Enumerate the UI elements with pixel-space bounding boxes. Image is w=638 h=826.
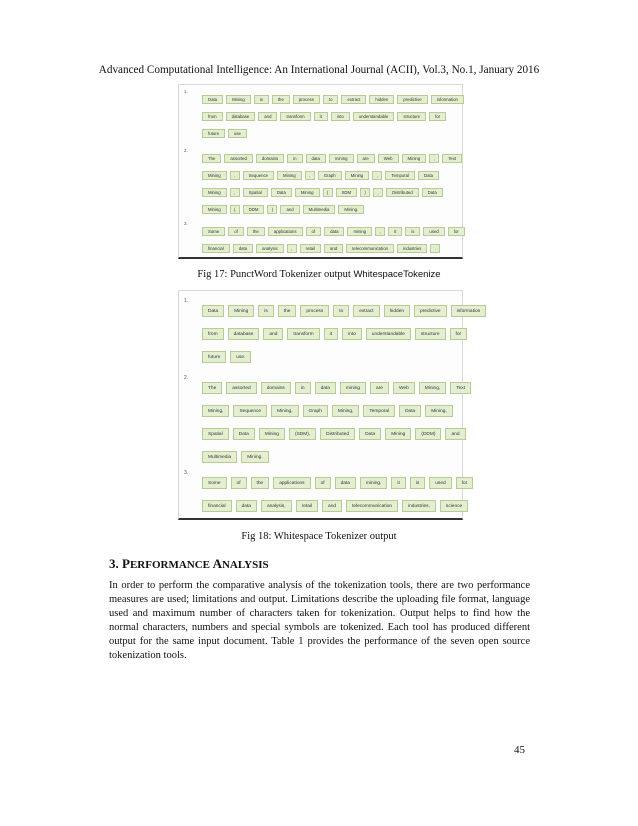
token-box: Mining, bbox=[202, 405, 229, 417]
token-row bbox=[202, 188, 443, 197]
token-box: analysis, bbox=[261, 500, 292, 512]
token-box: understandable bbox=[366, 328, 411, 340]
token-box: Mining bbox=[259, 428, 285, 440]
token-box: , bbox=[373, 188, 383, 197]
token-box: . bbox=[430, 244, 440, 253]
token-box: Mining bbox=[226, 95, 251, 104]
token-box: Mining bbox=[295, 188, 320, 197]
token-box: is bbox=[254, 95, 269, 104]
token-box: Graph bbox=[318, 171, 342, 180]
token-box: process bbox=[293, 95, 320, 104]
token-box: domains bbox=[256, 154, 284, 163]
token-box: structure bbox=[397, 112, 426, 121]
group-number: 1. bbox=[184, 89, 188, 94]
token-row bbox=[202, 95, 464, 104]
token-box: analysis bbox=[256, 244, 284, 253]
token-box: Temporal bbox=[385, 171, 415, 180]
token-box: retail bbox=[300, 244, 321, 253]
token-box: use bbox=[228, 129, 247, 138]
group-number: 3. bbox=[184, 221, 188, 226]
fig17-caption bbox=[0, 269, 638, 280]
token-box: information bbox=[431, 95, 464, 104]
token-box: it bbox=[324, 328, 338, 340]
token-row bbox=[202, 227, 465, 236]
token-row bbox=[202, 171, 439, 180]
token-box: Data bbox=[422, 188, 443, 197]
token-row bbox=[202, 305, 486, 317]
token-box: hidden bbox=[384, 305, 410, 317]
token-row bbox=[202, 154, 462, 163]
token-box: Multimedia bbox=[303, 205, 336, 214]
token-box: Mining bbox=[277, 171, 302, 180]
token-box: data bbox=[233, 244, 253, 253]
fig17-tokenizer-output bbox=[178, 84, 463, 259]
token-box: in bbox=[295, 382, 311, 394]
token-box: Sequence bbox=[233, 405, 267, 417]
token-box: Mining bbox=[202, 171, 227, 180]
token-box: future bbox=[202, 129, 225, 138]
token-box: , bbox=[230, 188, 240, 197]
page-number: 45 bbox=[514, 744, 525, 756]
token-box: for bbox=[450, 328, 468, 340]
token-box: the bbox=[251, 477, 270, 489]
token-box: it bbox=[314, 112, 328, 121]
token-box: financial bbox=[202, 244, 230, 253]
token-box: Sequence bbox=[243, 171, 274, 180]
token-box: Mining bbox=[402, 154, 427, 163]
token-box: Data bbox=[233, 428, 255, 440]
token-box: Text bbox=[450, 382, 471, 394]
token-row bbox=[202, 244, 440, 253]
token-box: Data bbox=[202, 95, 223, 104]
running-header: Advanced Computational Intelligence: An International Journal (ACII), Vol.3, No.1, January 2016 bbox=[98, 64, 540, 76]
token-box: Mining bbox=[385, 428, 411, 440]
fig17-caption-extra: WhitespaceTokenize bbox=[353, 269, 441, 280]
token-box: applications bbox=[273, 477, 310, 489]
token-box: (SDM), bbox=[289, 428, 316, 440]
token-box: science bbox=[440, 500, 468, 512]
token-box: it bbox=[391, 477, 405, 489]
token-box: , bbox=[230, 171, 240, 180]
body-paragraph: In order to perform the comparative analysis of the tokenization tools, there are two performance measures are used; limitations and output. Limitations describe the uploading file format, language used and maximum number of characters taken for tokenization. Output helps to find how the normal characters, numbers and special symbols are tokenized. Each tool has produced different output for the same input document. Table 1 provides the performance of the seven open source tokenization tools. bbox=[109, 580, 530, 661]
token-box: the bbox=[247, 227, 265, 236]
token-box: for bbox=[448, 227, 465, 236]
token-box: to bbox=[323, 95, 339, 104]
token-box: Spatial bbox=[243, 188, 268, 197]
token-box: retail bbox=[296, 500, 318, 512]
token-box: for bbox=[456, 477, 474, 489]
token-box: data bbox=[306, 154, 326, 163]
token-row bbox=[202, 500, 468, 512]
token-row bbox=[202, 382, 471, 394]
token-box: industries bbox=[397, 244, 427, 253]
token-box: of bbox=[228, 227, 244, 236]
token-box: from bbox=[202, 112, 223, 121]
token-box: transform bbox=[280, 112, 310, 121]
token-row bbox=[202, 205, 364, 214]
token-box: transform bbox=[287, 328, 319, 340]
token-box: Mining. bbox=[241, 451, 268, 463]
token-box: are bbox=[357, 154, 375, 163]
token-box: extract bbox=[353, 305, 379, 317]
token-box: (DDM) bbox=[415, 428, 441, 440]
token-box: The bbox=[202, 382, 222, 394]
token-box: Data bbox=[271, 188, 292, 197]
token-box: process bbox=[300, 305, 329, 317]
token-box: mining, bbox=[360, 477, 387, 489]
token-box: data bbox=[335, 477, 356, 489]
section-heading: 3. PERFORMANCE ANALYSIS bbox=[109, 556, 269, 571]
token-box: Some bbox=[202, 477, 227, 489]
token-box: mining bbox=[347, 227, 372, 236]
token-box: Distributed bbox=[320, 428, 355, 440]
token-box: used bbox=[423, 227, 444, 236]
token-box: Mining. bbox=[338, 205, 364, 214]
token-box: database bbox=[228, 328, 260, 340]
token-row bbox=[202, 477, 473, 489]
token-box: ( bbox=[230, 205, 240, 214]
token-row bbox=[202, 451, 269, 463]
token-box: information bbox=[451, 305, 487, 317]
token-box: SDM bbox=[336, 188, 358, 197]
token-box: from bbox=[202, 328, 224, 340]
token-box: is bbox=[405, 227, 420, 236]
token-box: and bbox=[280, 205, 299, 214]
token-row bbox=[202, 351, 251, 363]
token-box: Multimedia bbox=[202, 451, 237, 463]
token-box: of bbox=[306, 227, 322, 236]
token-box: Web bbox=[378, 154, 399, 163]
token-box: Distributed bbox=[386, 188, 419, 197]
token-box: data bbox=[324, 227, 344, 236]
token-box: Temporal bbox=[363, 405, 395, 417]
token-box: Mining bbox=[202, 205, 227, 214]
token-box: structure bbox=[415, 328, 446, 340]
token-box: Mining bbox=[345, 171, 370, 180]
fig18-caption: Fig 18: Whitespace Tokenizer output bbox=[241, 531, 397, 542]
token-box: into bbox=[342, 328, 362, 340]
token-box: financial bbox=[202, 500, 232, 512]
token-box: Mining, bbox=[332, 405, 359, 417]
token-box: applications bbox=[268, 227, 303, 236]
token-box: hidden bbox=[369, 95, 394, 104]
token-row bbox=[202, 328, 467, 340]
token-box: understandable bbox=[353, 112, 395, 121]
token-row bbox=[202, 129, 247, 138]
token-box: the bbox=[278, 305, 297, 317]
group-number: 2. bbox=[184, 148, 188, 153]
token-box: Mining, bbox=[271, 405, 298, 417]
token-box: into bbox=[331, 112, 350, 121]
token-box: mining bbox=[329, 154, 354, 163]
token-box: Data bbox=[202, 305, 224, 317]
token-box: domains bbox=[261, 382, 291, 394]
token-box: of bbox=[231, 477, 247, 489]
token-box: extract bbox=[341, 95, 366, 104]
token-box: in bbox=[287, 154, 302, 163]
token-box: Spatial bbox=[202, 428, 229, 440]
group-number: 2. bbox=[184, 375, 189, 381]
token-box: , bbox=[429, 154, 439, 163]
token-box: telecommunication bbox=[346, 500, 398, 512]
token-box: are bbox=[370, 382, 389, 394]
token-box: telecommunication bbox=[346, 244, 394, 253]
token-box: assorted bbox=[226, 382, 256, 394]
token-box: Data bbox=[359, 428, 381, 440]
token-box: The bbox=[202, 154, 221, 163]
token-box: Data bbox=[418, 171, 439, 180]
token-box: the bbox=[272, 95, 290, 104]
token-box: DDM bbox=[243, 205, 265, 214]
token-box: predictive bbox=[414, 305, 447, 317]
token-row bbox=[202, 112, 446, 121]
token-box: Mining bbox=[202, 188, 227, 197]
token-box: data bbox=[315, 382, 336, 394]
token-box: Mining, bbox=[419, 382, 446, 394]
token-box: , bbox=[305, 171, 315, 180]
token-box: ( bbox=[323, 188, 333, 197]
token-box: Web bbox=[393, 382, 415, 394]
token-box: and bbox=[263, 328, 283, 340]
token-box: future bbox=[202, 351, 226, 363]
token-row bbox=[202, 428, 466, 440]
fig18-tokenizer-output bbox=[178, 290, 481, 520]
token-box: Data bbox=[399, 405, 421, 417]
token-box: , bbox=[372, 171, 382, 180]
token-box: ) bbox=[360, 188, 370, 197]
token-box: is bbox=[410, 477, 425, 489]
token-box: is bbox=[258, 305, 273, 317]
token-box: and bbox=[322, 500, 342, 512]
token-box: database bbox=[226, 112, 256, 121]
token-box: Text bbox=[442, 154, 462, 163]
token-box: Mining bbox=[228, 305, 254, 317]
fig17-caption-text: Fig 17: PunctWord Tokenizer output bbox=[197, 269, 351, 280]
token-box: mining bbox=[340, 382, 366, 394]
token-box: Mining, bbox=[425, 405, 452, 417]
token-box: , bbox=[375, 227, 385, 236]
token-box: assorted bbox=[224, 154, 252, 163]
token-box: Graph bbox=[303, 405, 328, 417]
token-box: industries, bbox=[402, 500, 436, 512]
token-row bbox=[202, 405, 453, 417]
token-box: Some bbox=[202, 227, 225, 236]
token-box: use. bbox=[230, 351, 251, 363]
token-box: for bbox=[429, 112, 446, 121]
token-box: it bbox=[388, 227, 402, 236]
token-box: , bbox=[287, 244, 297, 253]
token-box: predictive bbox=[397, 95, 427, 104]
group-number: 3. bbox=[184, 470, 189, 476]
token-box: data bbox=[236, 500, 257, 512]
token-box: and bbox=[258, 112, 277, 121]
token-box: of bbox=[315, 477, 331, 489]
token-box: used bbox=[429, 477, 451, 489]
group-number: 1. bbox=[184, 298, 189, 304]
token-box: and bbox=[324, 244, 343, 253]
token-box: to bbox=[333, 305, 349, 317]
token-box: and bbox=[445, 428, 465, 440]
token-box: ) bbox=[267, 205, 277, 214]
